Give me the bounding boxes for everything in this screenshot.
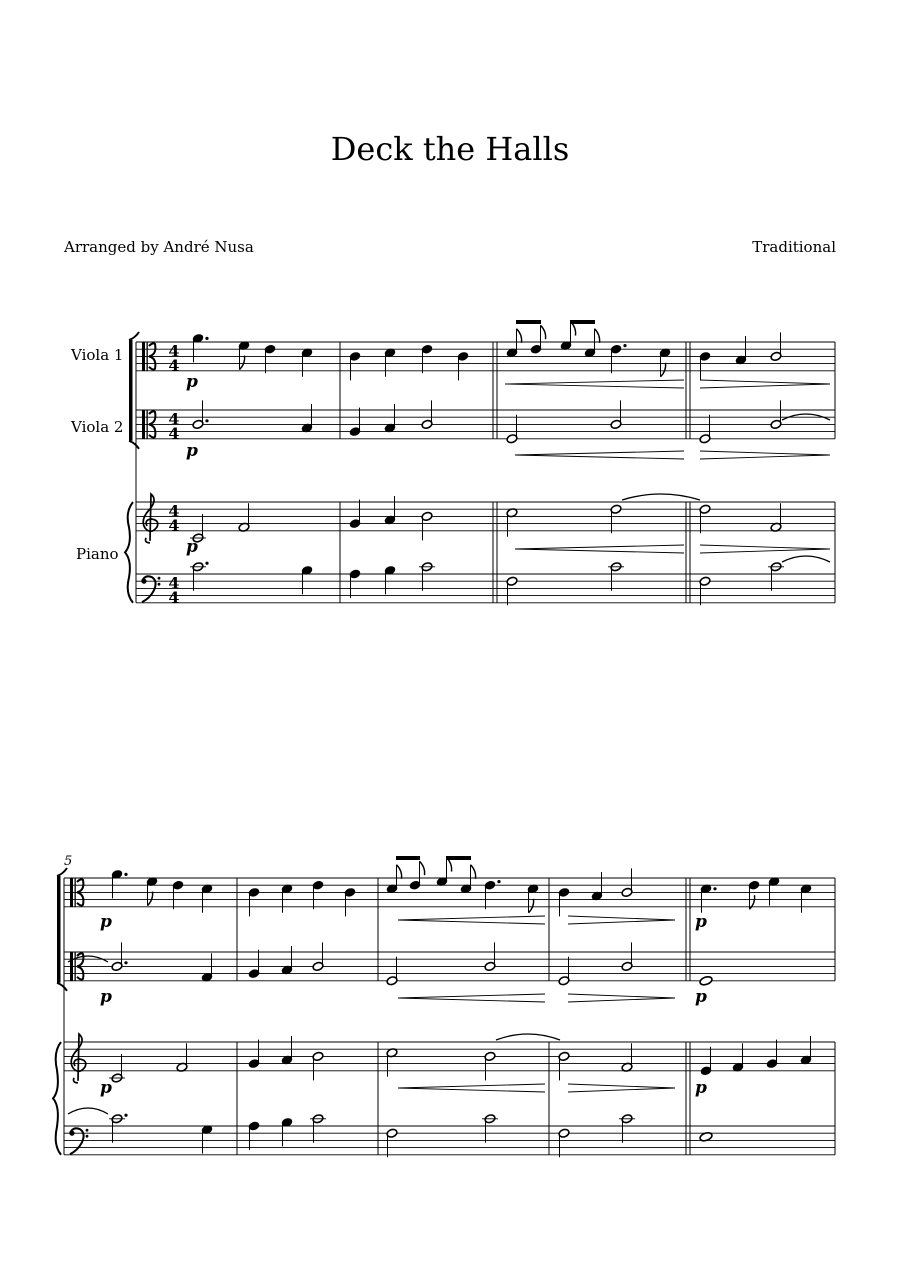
piano-brace	[125, 502, 133, 603]
decrescendo-hairpin	[700, 451, 830, 455]
alto-clef	[142, 410, 145, 439]
note-flag	[397, 865, 402, 879]
crescendo-hairpin	[398, 1084, 545, 1088]
note-flag	[471, 865, 476, 879]
crescendo-hairpin	[505, 380, 684, 384]
system-bracket	[57, 983, 67, 991]
augmentation-dot	[205, 419, 208, 422]
crescendo-hairpin	[398, 920, 545, 924]
crescendo-hairpin	[515, 545, 684, 549]
note-flag	[541, 325, 546, 339]
bass-clef	[86, 1135, 89, 1138]
alto-clef	[70, 878, 73, 907]
bass-clef	[158, 577, 161, 580]
decrescendo-hairpin	[700, 545, 830, 549]
alto-clef	[142, 342, 145, 371]
alto-clef	[75, 878, 76, 907]
augmentation-dot	[497, 880, 500, 883]
tie	[68, 1108, 108, 1114]
decrescendo-hairpin	[568, 1084, 675, 1088]
crescendo-hairpin	[398, 916, 545, 920]
beam	[446, 856, 471, 860]
part-label-piano: Piano	[76, 545, 119, 563]
system-bracket	[129, 340, 133, 441]
alto-clef	[147, 410, 148, 439]
augmentation-dot	[124, 961, 127, 964]
note-flag	[661, 363, 666, 377]
note-flag	[595, 329, 600, 343]
alto-clef	[75, 952, 76, 981]
system-1	[125, 320, 835, 607]
system-bracket	[57, 876, 61, 983]
augmentation-dot	[623, 344, 626, 347]
dynamic-mark: p	[186, 372, 198, 392]
note-flag	[517, 329, 522, 343]
system-bracket	[129, 441, 139, 449]
augmentation-dot	[713, 887, 716, 890]
bass-clef	[69, 1131, 74, 1136]
dynamic-mark: p	[100, 912, 112, 932]
crescendo-hairpin	[398, 998, 545, 1002]
bass-clef	[86, 1129, 89, 1132]
decrescendo-hairpin	[700, 549, 830, 553]
dynamic-mark: p	[186, 537, 198, 557]
decrescendo-hairpin	[568, 916, 675, 920]
tie	[782, 556, 830, 562]
system-bracket	[129, 332, 139, 340]
system-bracket	[57, 868, 67, 876]
treble-clef	[143, 494, 158, 543]
piano-brace	[53, 1042, 61, 1155]
dynamic-mark: p	[100, 987, 112, 1007]
system-2	[53, 854, 835, 1157]
tie	[622, 494, 700, 500]
decrescendo-hairpin	[568, 1088, 675, 1092]
tie	[496, 1034, 560, 1040]
dynamic-mark: p	[186, 441, 198, 461]
composer-credit: Traditional	[752, 238, 836, 256]
note-head	[699, 975, 713, 986]
part-label-viola-1: Viola 1	[71, 346, 124, 364]
decrescendo-hairpin	[700, 384, 830, 388]
bass-clef	[158, 583, 161, 586]
crescendo-hairpin	[505, 384, 684, 388]
dynamic-mark: p	[695, 912, 707, 932]
alto-clef	[70, 952, 73, 981]
decrescendo-hairpin	[700, 455, 830, 459]
note-flag	[420, 861, 425, 875]
crescendo-hairpin	[515, 455, 684, 459]
measure-number: 5	[64, 854, 73, 869]
augmentation-dot	[124, 873, 127, 876]
time-signature-denominator: 4	[168, 587, 180, 607]
treble-clef	[71, 1034, 86, 1083]
time-signature-numerator: 4	[168, 341, 180, 361]
decrescendo-hairpin	[568, 998, 675, 1002]
beam	[570, 320, 595, 324]
decrescendo-hairpin	[568, 920, 675, 924]
note-flag	[529, 899, 534, 913]
time-signature-numerator: 4	[168, 501, 180, 521]
arranger-credit: Arranged by André Nusa	[64, 238, 254, 256]
dynamic-mark: p	[695, 1078, 707, 1098]
time-signature-denominator: 4	[168, 515, 180, 535]
crescendo-hairpin	[398, 994, 545, 998]
score-title: Deck the Halls	[330, 130, 570, 168]
alto-clef	[147, 342, 148, 371]
crescendo-hairpin	[398, 1088, 545, 1092]
time-signature-denominator: 4	[168, 423, 180, 443]
decrescendo-hairpin	[568, 994, 675, 998]
time-signature-numerator: 4	[168, 409, 180, 429]
crescendo-hairpin	[515, 549, 684, 553]
note-flag	[240, 356, 245, 370]
beam	[396, 856, 420, 860]
time-signature-denominator: 4	[168, 355, 180, 375]
dynamic-mark: p	[695, 987, 707, 1007]
dynamic-mark: p	[100, 1078, 112, 1098]
beam	[516, 320, 541, 324]
note-flag	[148, 892, 153, 906]
augmentation-dot	[205, 337, 208, 340]
crescendo-hairpin	[515, 451, 684, 455]
decrescendo-hairpin	[700, 380, 830, 384]
augmentation-dot	[124, 1114, 127, 1117]
time-signature-numerator: 4	[168, 573, 180, 593]
augmentation-dot	[205, 562, 208, 565]
part-label-viola-2: Viola 2	[71, 418, 124, 436]
bass-clef	[141, 579, 146, 584]
